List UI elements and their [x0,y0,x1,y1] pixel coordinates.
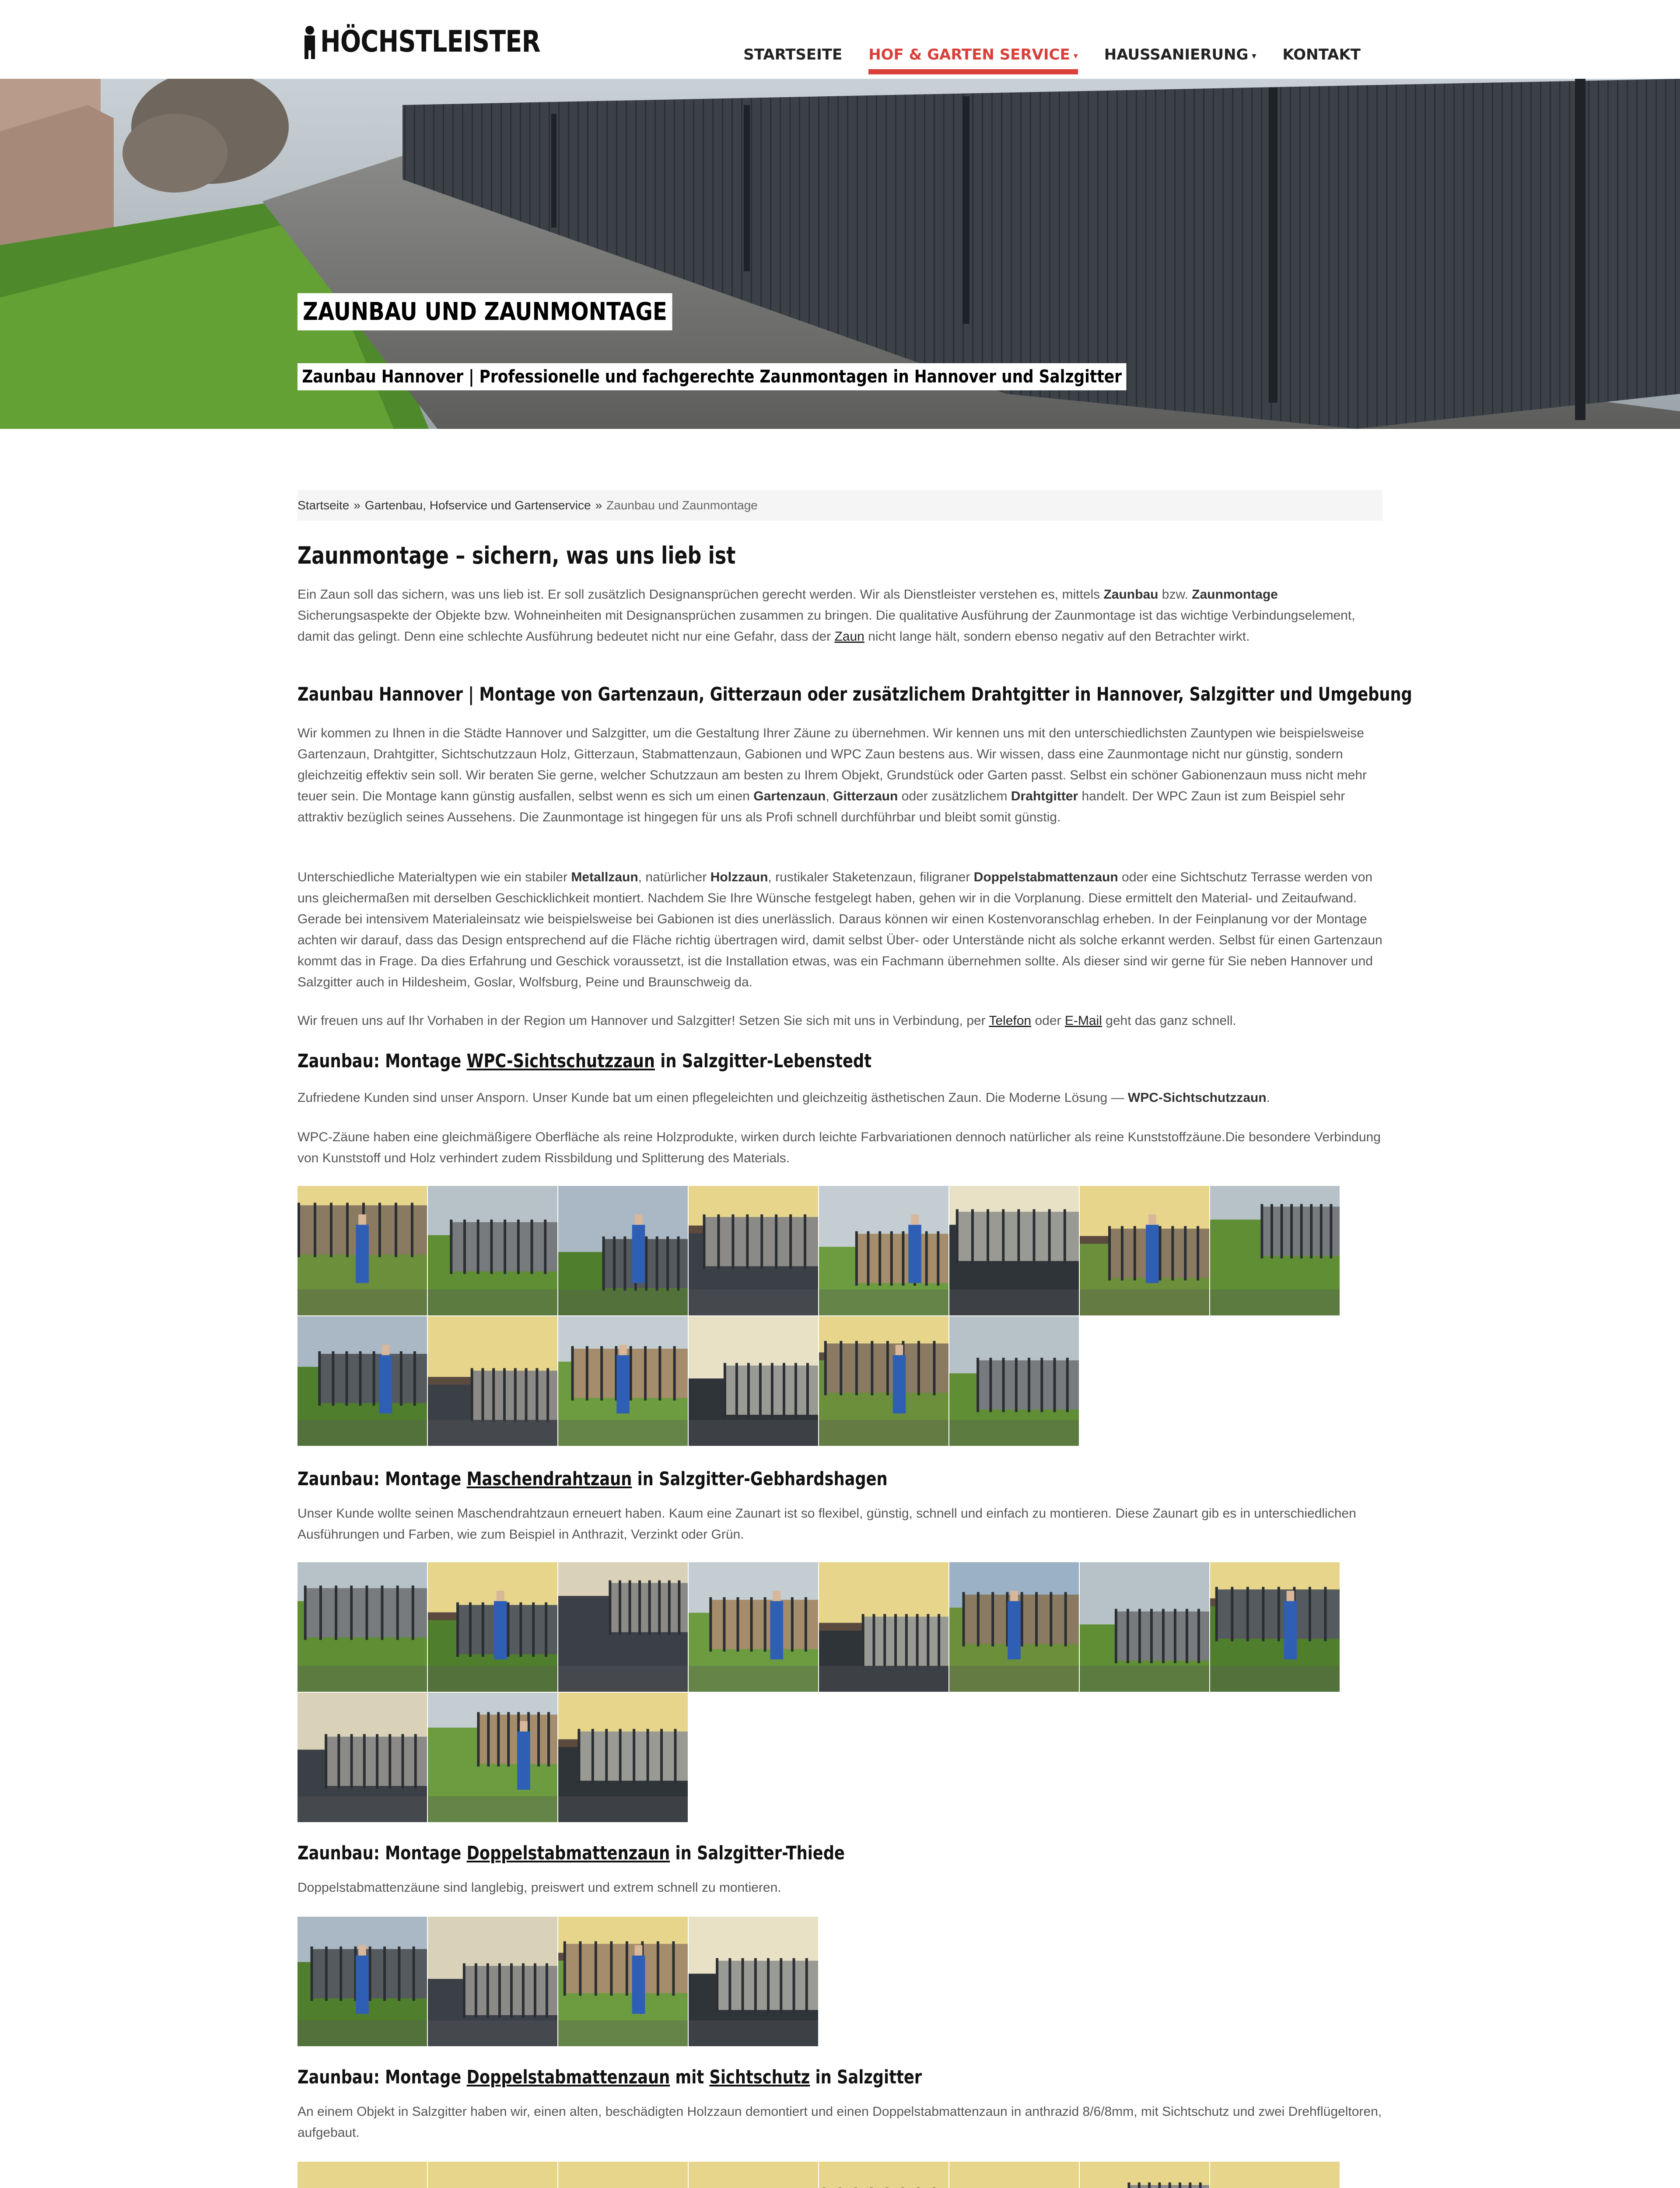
heading-link[interactable]: Maschendrahtzaun [466,1468,632,1490]
hannover-paragraph-2 [298,867,1382,993]
breadcrumb-link[interactable]: Startseite [298,498,350,512]
gallery-thumbnail[interactable] [949,1186,1079,1315]
breadcrumb-link[interactable]: Gartenbau, Hofservice und Gartenservice [364,498,591,512]
nav-item-label: HOF & GARTEN SERVICE [868,46,1070,63]
heading-prefix: Zaunbau: Montage [298,1050,467,1072]
main-navigation [730,44,1374,79]
text-run: , natürlicher [638,870,710,884]
photo-gallery [298,1917,1340,2046]
heading-suffix: in Salzgitter-Thiede [670,1842,845,1864]
text-run: geht das ganz schnell. [1102,1013,1236,1028]
gallery-thumbnail[interactable] [1080,1562,1209,1692]
hannover-paragraph-1 [298,723,1382,828]
project-paragraph [298,1127,1382,1169]
gallery-thumbnail[interactable] [949,2162,1079,2188]
inline-link[interactable]: Zaun [834,629,864,644]
gallery-thumbnail[interactable] [428,1693,557,1822]
gallery-thumbnail[interactable] [428,1316,557,1446]
gallery-thumbnail[interactable] [689,1917,818,2046]
text-run: An einem Objekt in Salzgitter haben wir, einen alten, beschädigten Holzzaun demontiert und einen Doppelstabmattenzaun in anthrazid 8/6/8mm, mit Sichtschutz und zwei Drehflügeltoren, aufgebaut. [298,2104,1382,2140]
bold-term: Zaunbau [1103,587,1158,602]
gallery-thumbnail[interactable] [298,1562,427,1692]
worker-logo-icon [302,24,318,59]
gallery-thumbnail[interactable] [558,2162,688,2188]
gallery-thumbnail[interactable] [819,2162,948,2188]
gallery-thumbnail[interactable] [558,1562,688,1692]
bold-term: Holzzaun [710,870,768,884]
text-run: , [826,789,833,803]
heading-suffix: in Salzgitter [810,2066,922,2088]
project-heading-4 [298,2066,922,2088]
gallery-thumbnail[interactable] [298,1186,427,1315]
intro-paragraph [298,584,1382,647]
gallery-thumbnail[interactable] [428,2162,557,2188]
gallery-thumbnail[interactable] [298,2162,427,2188]
heading-link-2[interactable]: Sichtschutz [709,2066,810,2088]
bold-term: Zaunmontage [1192,587,1278,602]
nav-item-label: KONTAKT [1282,46,1361,63]
project-paragraph [298,2101,1382,2143]
heading-link[interactable]: Doppelstabmattenzaun [466,1842,670,1864]
bold-term: WPC-Sichtschutzzaun [1127,1090,1267,1105]
hero-banner [0,79,1680,429]
text-run: Unterschiedliche Materialtypen wie ein stabiler [298,870,571,884]
gallery-thumbnail[interactable] [428,1562,557,1692]
text-run: oder eine Sichtschutz Terrasse werden von uns gleichermaßen mit derselben Geschicklichkeit montiert. Nachdem Sie Ihre Wünsche festgelegt haben, gehen wir in die Vorplanung. Diese ermittelt den Material- und Zeitaufwand. Gerade bei intensivem Materialeinsatz wie beispielsweise bei Gabionen ist dies unerlässlich. Daraus können wir einen Kostenvoranschlag erheben. In der Feinplanung vor der Montage achten wir darauf, dass das Design entsprechend auf die Fläche richtig übertragen wird, damit selbst Über- oder Unterstände nicht als solche erkannt werden. Selbst für einen Gartenzaun kommt das in Frage. Da dies Erfahrung und Geschick voraussetzt, ist die Installation etwas, was ein Fachmann übernehmen sollte. Als dieser sind wir gerne für Sie neben Hannover und Salzgitter auch in Hildesheim, Goslar, Wolfsburg, Peine und Braunschweig da. [298,870,1382,989]
breadcrumb-current: Zaunbau und Zaunmontage [606,498,758,512]
project-paragraph [298,1087,1382,1108]
logo-text: HÖCHSTLEISTER [320,24,540,59]
text-run: Ein Zaun soll das sichern, was uns lieb ist. Er soll zusätzlich Designansprüchen gerecht werden. Wir als Dienstleister verstehen es, mittels [298,587,1104,602]
text-run: bzw. [1158,587,1192,602]
caret-down-icon: ▾ [1252,50,1256,61]
gallery-thumbnail[interactable] [819,1316,948,1446]
bold-term: Metallzaun [571,870,638,884]
gallery-thumbnail[interactable] [819,1562,948,1692]
heading-prefix: Zaunbau: Montage [298,1842,467,1864]
gallery-thumbnail[interactable] [558,1316,688,1446]
inline-link[interactable]: Telefon [989,1013,1032,1028]
inline-link[interactable]: E-Mail [1064,1013,1102,1028]
hero-subtitle: Zaunbau Hannover | Professionelle und fachgerechte Zaunmontagen in Hannover und Salzgitter [298,363,1126,390]
gallery-thumbnail[interactable] [298,1693,427,1822]
heading-prefix: Zaunbau: Montage [298,2066,467,2088]
section-heading-hannover: Zaunbau Hannover | Montage von Gartenzaun, Gitterzaun oder zusätzlichem Drahtgitter in Hannover, Salzgitter und Umgebung [298,684,1412,705]
heading-middle: mit [670,2066,710,2088]
text-run: , rustikaler Staketenzaun, filigraner [768,870,974,884]
gallery-thumbnail[interactable] [689,1316,818,1446]
gallery-thumbnail[interactable] [1210,2162,1340,2188]
gallery-thumbnail[interactable] [428,1186,557,1315]
gallery-thumbnail[interactable] [819,1186,948,1315]
breadcrumb [298,490,1382,521]
text-run: Wir kommen zu Ihnen in die Städte Hannover und Salzgitter, um die Gestaltung Ihrer Zäune zu übernehmen. Wir kennen uns mit den unterschiedlichsten Zauntypen wie beispielsweise Gartenzaun, Drahtgitter, Sichtschutzzaun Holz, Gitterzaun, Stabmattenzaun, Gabionen und WPC Zaun bestens aus. Wir wissen, dass eine Zaunmontage nicht nur günstig, sondern gleichzeitig effektiv sein soll. Wir beraten Sie gerne, welcher Schutzzaun am besten zu Ihrem Objekt, Grundstück oder Garten passt. Selbst ein schöner Gabionenzaun muss nicht mehr teuer sein. Die Montage kann günstig ausfallen, selbst wenn es sich um einen [298,726,1367,803]
hero-title: ZAUNBAU UND ZAUNMONTAGE [298,293,672,330]
hannover-paragraph-3 [298,1010,1382,1031]
gallery-thumbnail[interactable] [1210,1186,1340,1315]
text-run: oder [1031,1013,1065,1028]
gallery-thumbnail[interactable] [298,1917,427,2046]
text-run: Wir freuen uns auf Ihr Vorhaben in der Region um Hannover und Salzgitter! Setzen Sie sich mit uns in Verbindung, per [298,1013,989,1028]
text-run: Sicherungsaspekte der Objekte bzw. Wohneinheiten mit Designansprüchen zusammen zu bringen. Die qualitative Ausführung der Zaunmontage ist das wichtige Verbindungselement, damit das gelingt. Denn eine schlechte Ausführung bedeutet nicht nur eine Gefahr, dass der [298,608,1355,644]
gallery-thumbnail[interactable] [1080,2162,1209,2188]
heading-prefix: Zaunbau: Montage [298,1468,467,1490]
gallery-thumbnail[interactable] [949,1316,1079,1446]
text-run: WPC-Zäune haben eine gleichmäßigere Oberfläche als reine Holzprodukte, wirken durch leichte Farbvariationen dennoch natürlicher als reine Kunststoffzäune.Die besondere Verbindung von Kunststoff und Holz verhindert zudem Rissbildung und Splitterung des Materials. [298,1130,1381,1165]
project-heading-3 [298,1842,845,1864]
text-run: oder zusätzlichem [898,789,1011,803]
nav-item-4[interactable] [1269,44,1374,79]
gallery-thumbnail[interactable] [558,1693,688,1822]
heading-suffix: in Salzgitter-Lebenstedt [654,1050,872,1072]
bold-term: Gitterzaun [833,789,898,803]
gallery-thumbnail[interactable] [689,2162,818,2188]
photo-gallery [298,2162,1340,2188]
nav-item-2[interactable] [855,44,1091,79]
nav-item-3[interactable] [1091,44,1270,79]
bold-term: Gartenzaun [753,789,826,803]
breadcrumb-separator: » [595,498,602,512]
nav-item-1[interactable] [730,44,855,79]
project-paragraph [298,1503,1382,1545]
heading-link[interactable]: WPC-Sichtschutzzaun [466,1050,655,1072]
gallery-thumbnail[interactable] [1080,1186,1209,1315]
caret-down-icon: ▾ [1073,50,1078,61]
text-run: Unser Kunde wollte seinen Maschendrahtzaun erneuert haben. Kaum eine Zaunart ist so flexibel, günstig, schnell und einfach zu montieren. Diese Zaunart gib es in unterschiedlichen Ausführungen und Farben, wie zum Beispiel in Anthrazit, Verzinkt oder Grün. [298,1506,1356,1542]
photo-gallery [298,1186,1340,1446]
page-heading: Zaunmontage – sichern, was uns lieb ist [298,542,736,569]
project-heading-2 [298,1468,888,1490]
text-run: Zufriedene Kunden sind unser Ansporn. Unser Kunde bat um einen pflegeleichten und gleichzeitig ästhetischen Zaun. Die Moderne Lösung — [298,1090,1128,1105]
heading-suffix: in Salzgitter-Gebhardshagen [632,1468,888,1490]
nav-item-label: STARTSEITE [743,46,843,63]
gallery-thumbnail[interactable] [949,1562,1079,1692]
site-header [0,0,1680,79]
gallery-thumbnail[interactable] [428,1917,557,2046]
photo-gallery [298,1562,1340,1822]
gallery-thumbnail[interactable] [558,1917,688,2046]
gallery-thumbnail[interactable] [689,1186,818,1315]
gallery-thumbnail[interactable] [1210,1562,1340,1692]
text-run: . [1266,1090,1270,1105]
nav-item-label: HAUSSANIERUNG [1104,46,1249,63]
gallery-thumbnail[interactable] [558,1186,688,1315]
project-heading-1 [298,1050,872,1072]
breadcrumb-separator: » [354,498,360,512]
gallery-thumbnail[interactable] [298,1316,427,1446]
bold-term: Drahtgitter [1011,789,1078,803]
gallery-thumbnail[interactable] [689,1562,818,1692]
text-run: Doppelstabmattenzäune sind langlebig, preiswert und extrem schnell zu montieren. [298,1880,781,1895]
heading-link[interactable]: Doppelstabmattenzaun [466,2066,670,2088]
project-paragraph [298,1877,1382,1898]
text-run: nicht lange hält, sondern ebenso negativ auf den Betrachter wirkt. [864,629,1250,644]
text-run: handelt. Der WPC Zaun ist zum Beispiel sehr attraktiv bezüglich seines Aussehens. Die Zaunmontage ist hingegen für uns als Profi schnell durchführbar und bleibt somit günstig. [298,789,1345,824]
site-logo[interactable] [302,18,588,66]
bold-term: Doppelstabmattenzaun [973,870,1118,884]
